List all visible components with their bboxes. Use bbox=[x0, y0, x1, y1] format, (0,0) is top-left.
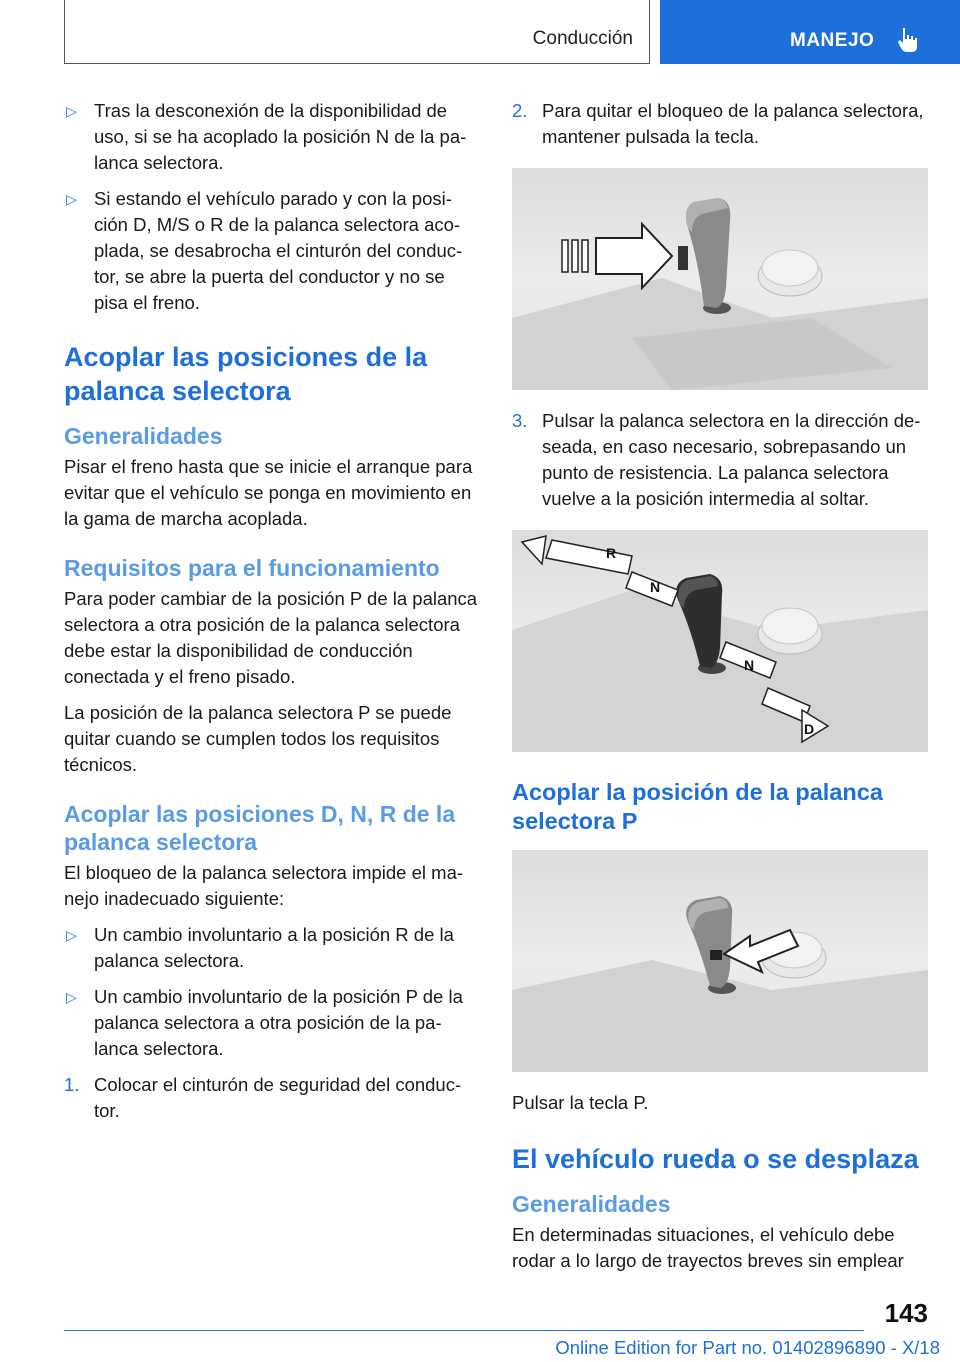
p-button-illustration bbox=[512, 850, 928, 1072]
chapter-tab[interactable] bbox=[660, 0, 960, 64]
paragraph: En determinadas situaciones, el vehículo debe rodar a lo largo de trayectos breves sin emplear bbox=[512, 1224, 904, 1271]
subheading: Generalidades bbox=[512, 1191, 671, 1217]
footer-edition: Online Edition for Part no. 01402896890 - X/18 bbox=[555, 1337, 940, 1358]
figure-unlock-button bbox=[512, 168, 928, 390]
section-heading: Acoplar las posiciones de la palanca selectora bbox=[64, 342, 428, 406]
step-number: 1. bbox=[64, 1074, 80, 1095]
step-item: 3. Pulsar la palanca selectora en la dirección deseada, en caso necesario, sobrepasando un punto de resistencia. La palanca selectora vuelve a la posición intermedia al soltar. bbox=[512, 410, 921, 509]
subheading: Acoplar las posiciones D, N, R de la palanca selectora bbox=[64, 801, 456, 855]
step-number: 3. bbox=[512, 410, 528, 431]
gear-positions-illustration bbox=[512, 530, 928, 752]
paragraph: La posición de la palanca selectora P se puede quitar cuando se cumplen todos los requisitos técnicos. bbox=[64, 702, 452, 775]
paragraph: Pisar el freno hasta que se inicie el arranque para evitar que el vehículo se ponga en movimiento en la gama de marcha acoplada. bbox=[64, 456, 473, 529]
section-title: Conducción bbox=[532, 28, 633, 49]
step-number: 2. bbox=[512, 100, 528, 121]
list-item: ▷ Si estando el vehículo parado y con la posición D, M/S o R de la palanca selectora acoplada, se desabrocha el cinturón del conductor, se abre la puerta del conductor y no se pisa el freno. bbox=[66, 188, 463, 313]
triangle-bullet-icon: ▷ bbox=[66, 989, 77, 1005]
section-heading: El vehículo rueda o se desplaza bbox=[512, 1144, 919, 1174]
figure-caption: Pulsar la tecla P. bbox=[512, 1092, 649, 1113]
footer-divider bbox=[64, 1330, 864, 1331]
gear-lever-illustration bbox=[512, 168, 928, 390]
hand-pointer-icon bbox=[896, 26, 920, 54]
right-column bbox=[512, 98, 928, 1284]
gear-label-d: D bbox=[804, 721, 815, 737]
paragraph: El bloqueo de la palanca selectora impide el manejo inadecuado siguiente: bbox=[64, 862, 464, 909]
gear-label-n-lower: N bbox=[744, 657, 755, 673]
step-item: 2. Para quitar el bloqueo de la palanca selectora, mantener pulsada la tecla. bbox=[512, 100, 924, 147]
page-number: 143 bbox=[884, 1298, 928, 1328]
figure-p-button bbox=[512, 850, 928, 1072]
chapter-tab-label: MANEJO bbox=[790, 30, 875, 51]
triangle-bullet-icon: ▷ bbox=[66, 927, 77, 943]
subheading: Requisitos para el funcionamiento bbox=[64, 555, 440, 581]
header-section-box bbox=[64, 0, 650, 64]
subheading: Generalidades bbox=[64, 423, 223, 449]
paragraph: Para poder cambiar de la posición P de la palanca selectora a otra posición de la palanca selectora debe estar la disponibilidad de conducción conectada y el freno pisado. bbox=[64, 588, 478, 687]
gear-label-n-upper: N bbox=[650, 579, 661, 595]
step-item: 1. Colocar el cinturón de seguridad del conductor. bbox=[64, 1074, 462, 1121]
triangle-bullet-icon: ▷ bbox=[66, 191, 77, 207]
list-item: ▷ Tras la desconexión de la disponibilidad de uso, si se ha acoplado la posición N de la palanca selectora. bbox=[66, 100, 467, 173]
triangle-bullet-icon: ▷ bbox=[66, 103, 77, 119]
left-column bbox=[64, 98, 478, 1134]
list-item: ▷ Un cambio involuntario de la posición P de la palanca selectora a otra posición de la palanca selectora. bbox=[66, 986, 463, 1059]
gear-label-r: R bbox=[606, 545, 617, 561]
list-item: ▷ Un cambio involuntario a la posición R de la palanca selectora. bbox=[66, 924, 454, 971]
section-heading: Acoplar la posición de la palanca selectora P bbox=[512, 779, 883, 834]
figure-gear-positions bbox=[512, 530, 928, 752]
